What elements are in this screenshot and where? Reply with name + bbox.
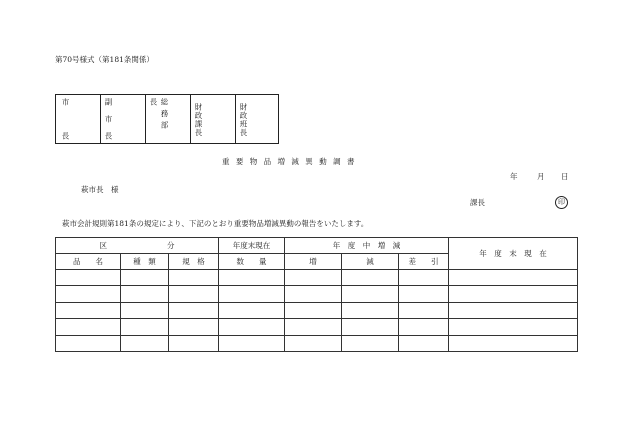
header-increase: 増	[285, 254, 342, 270]
signer-label: 課長	[470, 198, 485, 207]
table-cell[interactable]	[342, 319, 399, 335]
table-cell[interactable]	[285, 270, 342, 286]
header-decrease: 減	[342, 254, 399, 270]
seal-box-finance-section	[190, 94, 236, 144]
addressee: 萩市長 様	[81, 185, 119, 194]
date-day-label: 日	[561, 172, 569, 181]
table-cell[interactable]	[219, 319, 285, 335]
table-cell[interactable]	[399, 335, 449, 351]
header-spec: 規 格	[169, 254, 219, 270]
table-row	[56, 286, 578, 302]
table-cell[interactable]	[219, 286, 285, 302]
table-cell[interactable]	[285, 319, 342, 335]
table-cell[interactable]	[169, 270, 219, 286]
header-row-1	[56, 238, 578, 254]
form-reference: 第70号様式（第181条関係）	[55, 55, 154, 64]
table-cell[interactable]	[449, 286, 578, 302]
table-row	[56, 302, 578, 318]
document-title: 重 要 物 品 増 減 異 動 調 書	[222, 157, 357, 166]
table-cell[interactable]	[285, 335, 342, 351]
table-cell[interactable]	[169, 286, 219, 302]
seal-box-general-affairs	[145, 94, 191, 144]
table-cell[interactable]	[56, 335, 121, 351]
statement-text: 萩市会計規則第181条の規定により、下記のとおり重要物品増減異動の報告をいたします。	[62, 219, 369, 228]
table-body	[56, 270, 578, 352]
date-month-label: 月	[537, 172, 545, 181]
table-cell[interactable]	[342, 302, 399, 318]
table-cell[interactable]	[56, 286, 121, 302]
seal-mayor-bottom-label: 長	[61, 132, 70, 141]
table-cell[interactable]	[399, 302, 449, 318]
date-year-label: 年	[510, 172, 518, 181]
header-category: 区 分	[56, 238, 219, 254]
table-cell[interactable]	[121, 335, 169, 351]
table-cell[interactable]	[449, 302, 578, 318]
header-kind: 種 類	[121, 254, 169, 270]
table-cell[interactable]	[169, 335, 219, 351]
table-row	[56, 270, 578, 286]
seal-mayor-top-label: 市	[61, 98, 70, 107]
seal-finance-section-label: 財政課長	[194, 103, 203, 137]
table-row	[56, 335, 578, 351]
table-cell[interactable]	[121, 302, 169, 318]
header-start-year: 年度末現在	[219, 238, 285, 254]
seal-vice-mayor-bottom-label: 長	[104, 132, 113, 141]
table-cell[interactable]	[449, 319, 578, 335]
seal-icon: 印	[555, 196, 568, 209]
table-cell[interactable]	[342, 270, 399, 286]
table-cell[interactable]	[449, 335, 578, 351]
table-cell[interactable]	[121, 319, 169, 335]
table-cell[interactable]	[121, 286, 169, 302]
table-cell[interactable]	[219, 335, 285, 351]
header-net: 差 引	[399, 254, 449, 270]
table-row	[56, 319, 578, 335]
table-cell[interactable]	[56, 270, 121, 286]
table-cell[interactable]	[219, 302, 285, 318]
table-cell[interactable]	[169, 302, 219, 318]
table-cell[interactable]	[169, 319, 219, 335]
header-quantity: 数 量	[219, 254, 285, 270]
seal-vice-mayor-mid-label: 市	[104, 115, 113, 124]
header-changes: 年 度 中 増 減	[285, 238, 449, 254]
inventory-change-table	[55, 237, 578, 352]
seal-box-finance-team	[235, 94, 279, 144]
header-end-year: 年 度 末 現 在	[449, 238, 578, 270]
table-cell[interactable]	[219, 270, 285, 286]
table-cell[interactable]	[399, 270, 449, 286]
table-cell[interactable]	[399, 319, 449, 335]
table-cell[interactable]	[56, 319, 121, 335]
header-item-name: 品 名	[56, 254, 121, 270]
seal-box-vice-mayor	[100, 94, 146, 144]
seal-vice-mayor-top-label: 副	[104, 98, 113, 107]
seal-box-mayor	[55, 94, 101, 144]
table-cell[interactable]	[285, 302, 342, 318]
table-cell[interactable]	[399, 286, 449, 302]
table-cell[interactable]	[285, 286, 342, 302]
seal-general-affairs-label: 総務部長	[149, 98, 169, 133]
table-cell[interactable]	[121, 270, 169, 286]
table-cell[interactable]	[56, 302, 121, 318]
table-cell[interactable]	[449, 270, 578, 286]
table-cell[interactable]	[342, 335, 399, 351]
table-cell[interactable]	[342, 286, 399, 302]
seal-finance-team-label: 財政班長	[239, 103, 248, 137]
